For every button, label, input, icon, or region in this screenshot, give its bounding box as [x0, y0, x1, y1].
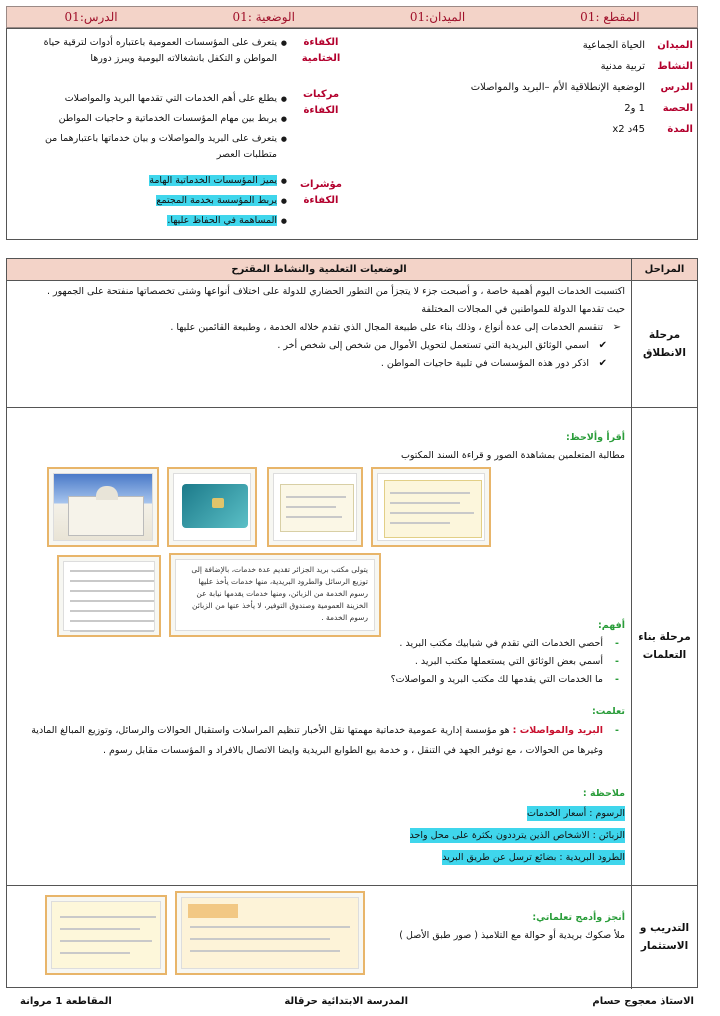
lesson-info-box	[6, 28, 698, 240]
indicator-text: المساهمة في الحفاظ عليها.	[167, 215, 277, 226]
footer	[6, 996, 698, 1012]
component-item: ● يتعرف على البريد والمواصلات و بيان خدماتها باعتبارهما من متطلبات العصر	[17, 131, 287, 169]
info-value: 1 و2	[624, 103, 645, 114]
indicator-item	[17, 193, 287, 209]
golden-card-image	[167, 467, 257, 547]
practice-text: ملأ صكوك بريدية أو حوالة مع التلاميذ ( صور طبق الأصل )	[399, 930, 625, 941]
info-label: المدة	[667, 124, 693, 135]
indicator-item	[17, 213, 287, 229]
launch-content	[13, 283, 625, 373]
note-title: ملاحظة :	[582, 788, 625, 799]
info-value: 45د x2	[612, 124, 645, 135]
practice-title: أنجز وأدمج تعلماتي:	[532, 912, 625, 923]
final-competence-label: الكفاءة الختامية	[301, 37, 341, 64]
read-block	[13, 429, 625, 465]
read-text: مطالبة المتعلمين بمشاهدة الصور و قراءة السند المكتوب	[400, 450, 625, 461]
indicator-text: يربط المؤسسة بخدمة المجتمع	[156, 195, 277, 206]
postal-cheque-image	[267, 467, 363, 547]
components-label: مركبات الكفاءة	[302, 89, 340, 116]
understand-question: - أسمي بعض الوثائق التي يستعملها مكتب البريد .	[13, 653, 625, 671]
note-item	[13, 805, 625, 823]
note-block	[13, 785, 625, 867]
competence-labels	[297, 33, 345, 227]
stage-practice: التدريب و الاستثمار	[631, 885, 697, 989]
stages-column-header: المراحل	[631, 259, 697, 281]
lesson-label: الدرس:01	[64, 10, 118, 24]
row-divider	[7, 407, 697, 408]
stage-launch: مرحلة الانطلاق	[631, 281, 697, 407]
learned-definition	[13, 721, 625, 761]
launch-hook: ➢ تنقسم الخدمات إلى عدة أنواع ، وذلك بناء على طبيعة المجال الذي تقدم خلاله الخدمة ، وطبيعة القائمين عليها .	[13, 319, 625, 337]
practice-form-image-1	[45, 895, 167, 975]
teacher-name: الاستاذ معجوج حسام	[592, 996, 694, 1007]
info-labels	[651, 35, 693, 140]
understand-block	[13, 617, 625, 689]
launch-question: ✔ اذكر دور هذه المؤسسات في تلبية حاجيات المواطن .	[13, 355, 611, 373]
component-item: ● يطلع على أهم الخدمات التي تقدمها البريد والمواصلات	[17, 91, 287, 107]
launch-paragraph: اكتسبت الخدمات اليوم أهمية خاصة ، و أصبحت جزء لا يتجزأ من التطور الحضاري للدولة على اختلاف أنواعها وشتى تخصصاتها منفتحة على الجمهور .	[46, 286, 625, 297]
final-competence-item: ● يتعرف على المؤسسات العمومية باعتباره أدوات لترقية حياة المواطن و التكفل بانشغالاته اليومية ويبرز دورها	[17, 35, 287, 87]
post-office-building-image	[47, 467, 159, 547]
text-support-caption: يتولى مكتب بريد الجزائر تقديم عدة خدمات، بالإضافة إلى توزيع الرسائل والطرود البريدية، منها خدمات يأخذ عليها رسوم الخدمة من الزبائن، ومنها خدمات يقدمها نيابة عن الخزينة العمومية وصندوق التوفير، لا يأخذ عنها من الزبائن رسوم الخدمة .	[175, 559, 375, 631]
money-order-form-image	[371, 467, 491, 547]
learned-title: تعلمت:	[591, 706, 625, 717]
indicators-label: مؤشرات الكفاءة	[300, 179, 342, 206]
indicator-item	[17, 173, 287, 189]
header-bar	[6, 6, 698, 28]
note-item	[13, 849, 625, 867]
understand-question: - أحصي الخدمات التي تقدم في شبابيك مكتب البريد .	[13, 635, 625, 653]
note-text: الزبائن : الاشخاص الذين يترددون بكثرة على محل واحد	[409, 830, 625, 841]
lesson-table	[6, 258, 698, 988]
district-name: المقاطعة 1 مروانة	[20, 996, 112, 1007]
section-label: المقطع :01	[580, 10, 640, 24]
activities-column-header: الوضعيات التعلمية والنشاط المقترح	[231, 264, 407, 275]
info-label: الحصة	[662, 103, 693, 114]
understand-question: - ما الخدمات التي يقدمها لك مكتب البريد و المواصلات؟	[13, 671, 625, 689]
learned-term: البريد والمواصلات :	[512, 725, 603, 736]
info-label: الدرس	[660, 82, 693, 93]
school-name: المدرسة الابتدائية حرقالة	[284, 996, 408, 1007]
learned-block	[13, 703, 625, 761]
field-label: الميدان:01	[409, 10, 466, 24]
practice-block	[325, 909, 625, 945]
note-item	[13, 827, 625, 845]
info-value: تربية مدنية	[600, 61, 645, 72]
info-value: الوضعية الإنطلاقية الأم –البريد والمواصلات	[470, 82, 645, 93]
info-values	[445, 35, 645, 140]
indicator-text: يميز المؤسسات الخدماتية الهامة	[149, 175, 277, 186]
understand-title: أفهم:	[598, 620, 625, 631]
learned-text: هو مؤسسة إدارية عمومية خدماتية مهمتها نقل الأخبار تنظيم المراسلات واستقبال الحوالات والرسائل، وتوزيع المبالغ المادية وغيرها من الحوالات ، مع توفير الجهد في التنقل ، و خدمة بيع الطوابع البريدية وايضا الاتصال بالافراد و المؤسسات مقابل رسوم .	[31, 725, 603, 756]
situation-label: الوضعية :01	[232, 10, 295, 24]
info-label: النشاط	[657, 61, 693, 72]
launch-question: ✔ اسمي الوثائق البريدية التي تستعمل لتحويل الأموال من شخص إلى شخص أخر .	[13, 337, 611, 355]
component-item: ● يربط بين مهام المؤسسات الخدماتية و حاجيات المواطن	[17, 111, 287, 127]
read-title: أقرأ وألاحظ:	[565, 432, 625, 443]
row-divider	[7, 885, 697, 886]
competence-list	[17, 35, 287, 233]
table-header	[7, 259, 697, 281]
info-value: الحياة الجماعية	[582, 40, 645, 51]
stage-build: مرحلة بناء التعلمات	[631, 407, 697, 885]
note-text: الطرود البريدية : بضائع ترسل عن طريق البريد	[442, 852, 625, 863]
info-label: الميدان	[657, 40, 693, 51]
note-text: الرسوم : أسعار الخدمات	[526, 808, 625, 819]
launch-paragraph: حيث تقدمها الدولة للمواطنين في المجالات المختلفة	[421, 304, 625, 315]
